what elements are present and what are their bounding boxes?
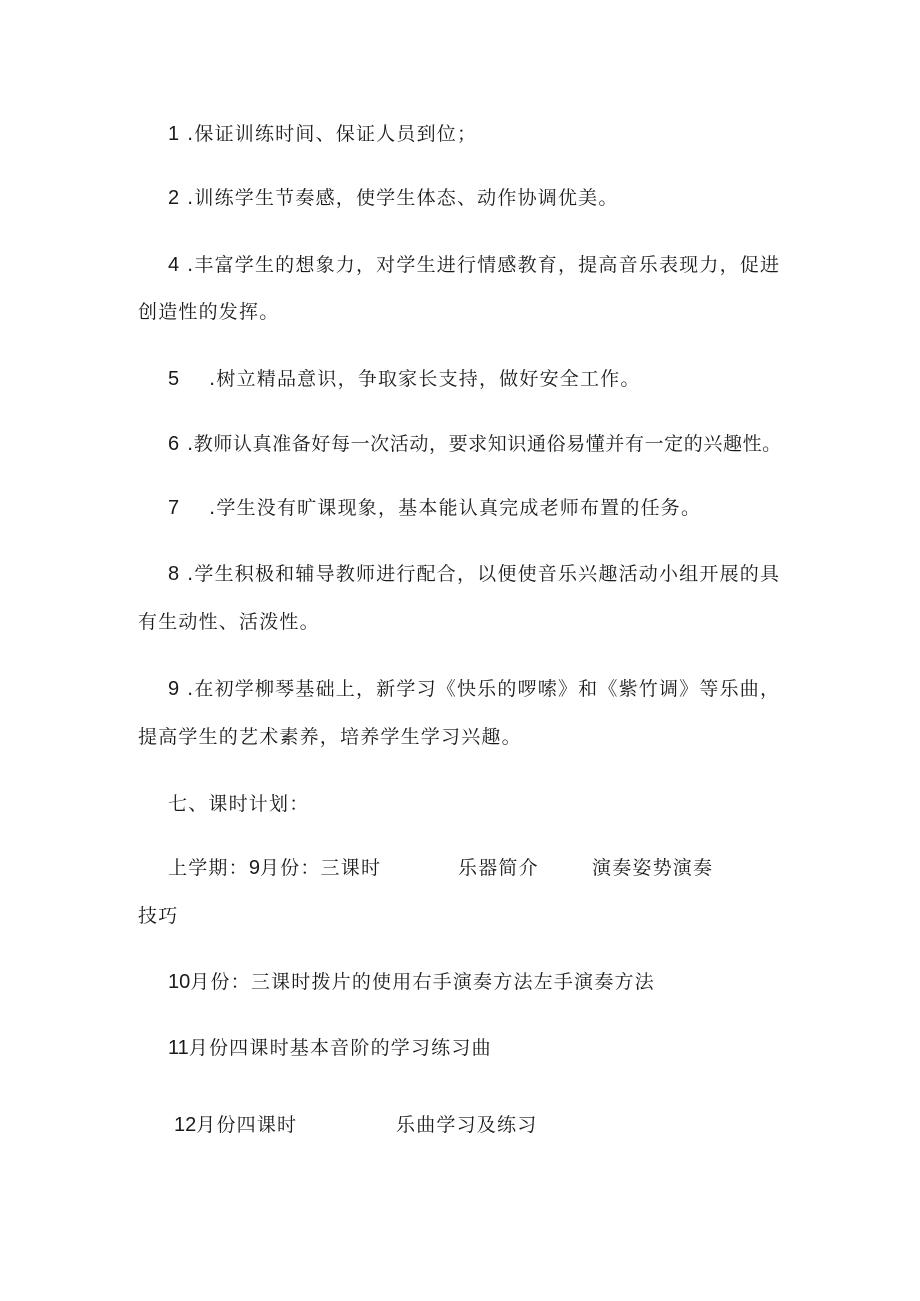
list-item	[168, 367, 641, 391]
list-item	[168, 122, 477, 146]
item-number: 2	[168, 187, 180, 209]
month-number: 12	[174, 1114, 197, 1136]
month-text: 月份：三课时	[259, 857, 382, 879]
month-text: 月份四课时	[196, 1114, 298, 1136]
month-number: 9	[248, 857, 260, 879]
item-text: .训练学生节奏感，使学生体态、动作协调优美。	[187, 187, 619, 209]
schedule-row-november	[168, 1036, 492, 1060]
list-item	[168, 253, 780, 277]
month-number: 11	[168, 1037, 189, 1059]
month-text: 月份：三课时拨片的使用右手演奏方法左手演奏方法	[190, 971, 655, 993]
term-label: 上学期：	[168, 857, 249, 879]
list-item	[168, 432, 782, 456]
item-number: 7	[168, 497, 180, 519]
schedule-row-december	[174, 1113, 297, 1137]
schedule-topic: 演奏姿势演奏	[592, 857, 714, 879]
month-number: 10	[168, 971, 191, 993]
item-text: .教师认真准备好每一次活动，要求知识通俗易懂并有一定的兴趣性。	[187, 433, 782, 455]
item-text: .丰富学生的想象力，对学生进行情感教育，提高音乐表现力，促进	[187, 254, 781, 276]
item-text: .树立精品意识，争取家长支持，做好安全工作。	[209, 368, 641, 390]
list-item-continuation: 有生动性、活泼性。	[138, 611, 320, 633]
item-number: 6	[168, 433, 180, 455]
item-text: .在初学柳琴基础上，新学习《快乐的啰嗦》和《紫竹调》等乐曲，	[187, 678, 781, 700]
item-text: .学生积极和辅导教师进行配合，以便使音乐兴趣活动小组开展的具	[187, 563, 781, 585]
item-number: 5	[168, 368, 180, 390]
schedule-topic: 乐器简介	[458, 857, 539, 879]
list-item-continuation: 提高学生的艺术素养，培养学生学习兴趣。	[138, 726, 522, 748]
item-number: 4	[168, 254, 180, 276]
schedule-row-september	[168, 856, 381, 880]
list-item	[168, 186, 619, 210]
item-number: 9	[168, 678, 180, 700]
item-number: 1	[168, 123, 180, 145]
schedule-topic: 乐曲学习及练习	[396, 1114, 538, 1136]
item-text: .学生没有旷课现象，基本能认真完成老师布置的任务。	[209, 497, 702, 519]
list-item	[168, 677, 780, 701]
list-item	[168, 562, 780, 586]
month-text: 月份四课时基本音阶的学习练习曲	[188, 1037, 492, 1059]
item-text: .保证训练时间、保证人员到位；	[187, 123, 478, 145]
item-number: 8	[168, 563, 180, 585]
schedule-row-october	[168, 970, 655, 994]
list-item	[168, 496, 701, 520]
schedule-topic-continuation: 技巧	[138, 905, 179, 927]
section-heading: 七、课时计划：	[168, 793, 310, 815]
list-item-continuation: 创造性的发挥。	[138, 301, 280, 323]
